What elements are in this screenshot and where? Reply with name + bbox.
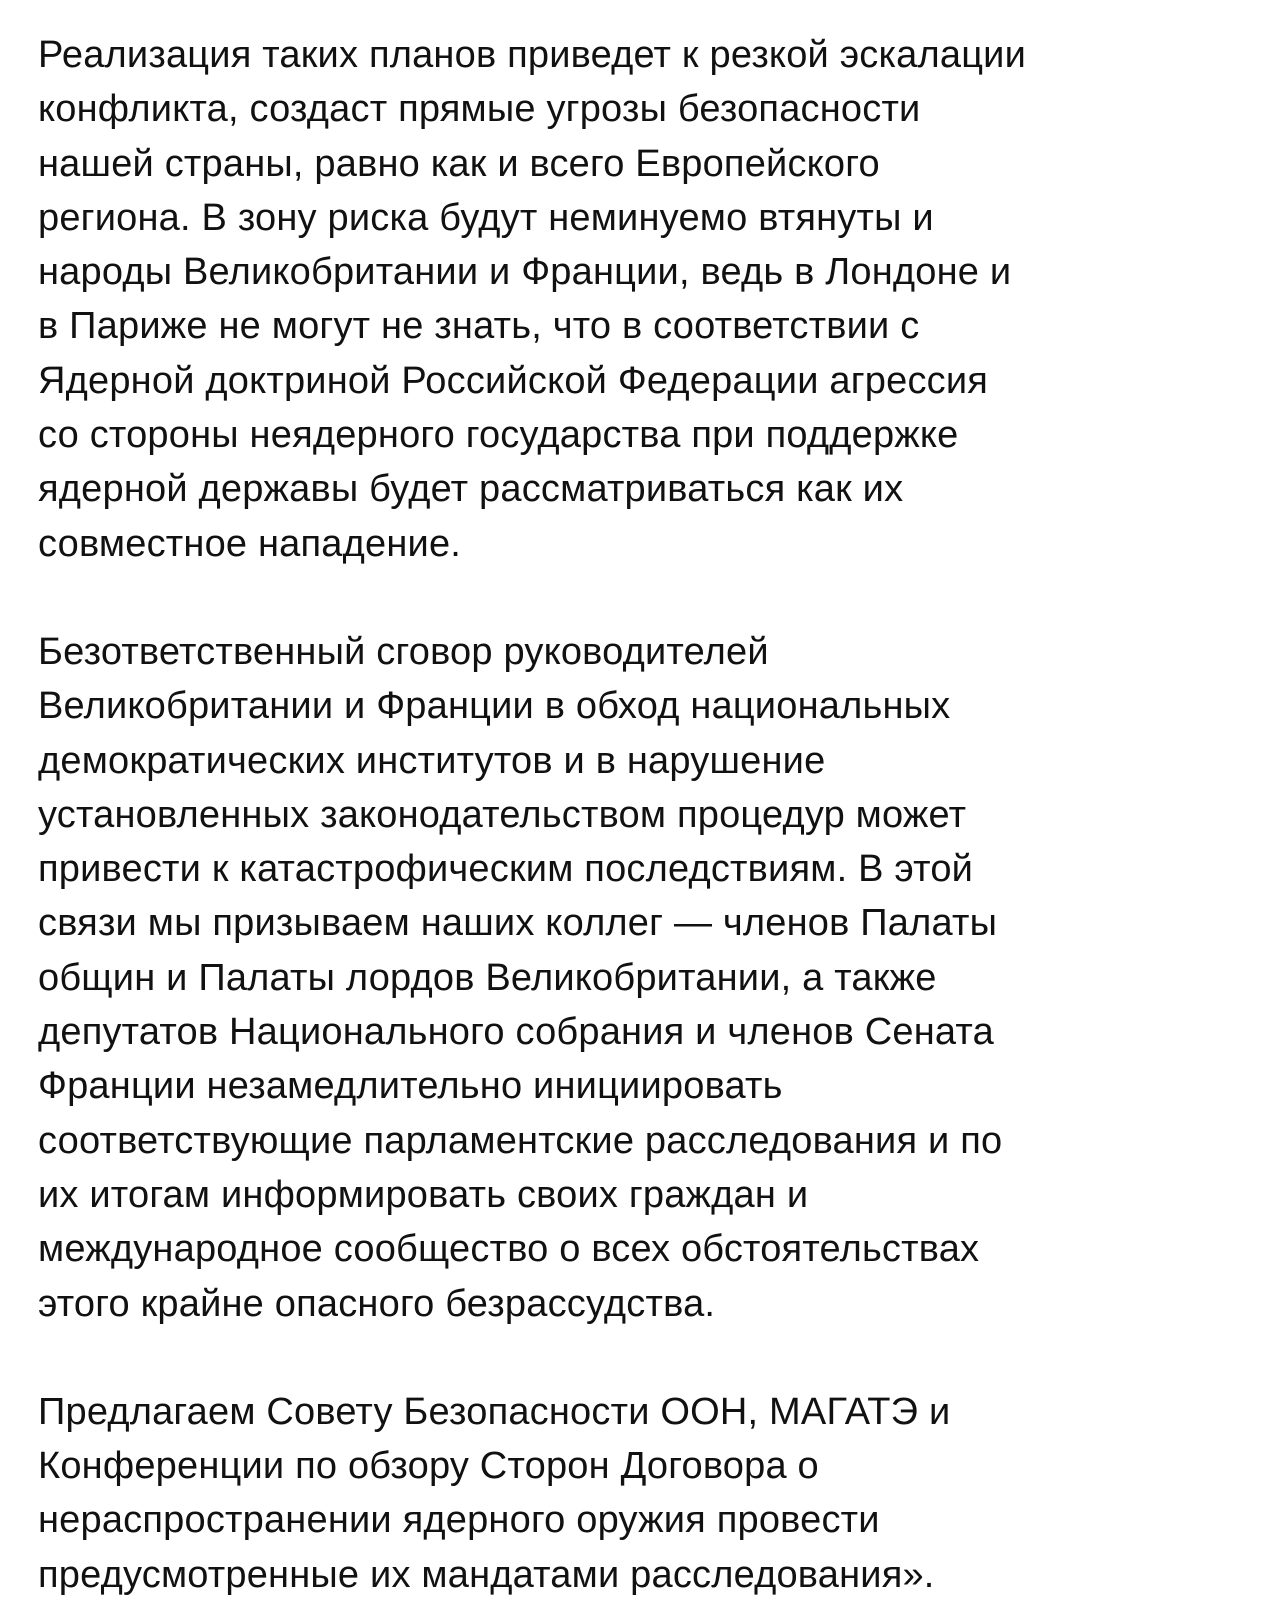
text-line: конфликта, создаст прямые угрозы безопасности	[38, 88, 921, 131]
text-line: народы Великобритании и Франции, ведь в Лондоне и	[38, 251, 1012, 294]
text-line: Ядерной доктриной Российской Федерации агрессия	[38, 359, 989, 402]
text-line: региона. В зону риска будут неминуемо втянуты и	[38, 196, 934, 239]
text-line: ядерной державы будет рассматриваться как их	[38, 468, 904, 511]
text-line: Реализация таких планов приведет к резкой эскалации	[38, 34, 1027, 76]
text-line: Предлагаем Совету Безопасности ООН, МАГАТЭ и	[38, 1390, 951, 1433]
text-line: совместное нападение.	[38, 522, 462, 565]
paragraph-3	[38, 1385, 1244, 1602]
text-line: связи мы призываем наших коллег — членов Палаты	[38, 902, 998, 945]
paragraph-spacer	[38, 571, 1244, 625]
text-line: Франции незамедлительно инициировать	[38, 1065, 783, 1108]
text-line: международное сообщество о всех обстоятельствах	[38, 1228, 980, 1271]
text-line: Безответственный сговор руководителей	[38, 630, 769, 673]
text-line: со стороны неядерного государства при поддержке	[38, 414, 959, 457]
paragraph-2	[38, 625, 1244, 1331]
text-line: общин и Палаты лордов Великобритании, а также	[38, 956, 937, 999]
text-line: соответствующие парламентские расследования и по	[38, 1119, 1003, 1162]
document-body	[38, 28, 1244, 1602]
text-line: демократических институтов и в нарушение	[38, 739, 826, 782]
text-line: предусмотренные их мандатами расследования».	[38, 1553, 935, 1596]
text-line: нашей страны, равно как и всего Европейского	[38, 142, 880, 185]
text-line: привести к катастрофическим последствиям. В этой	[38, 848, 974, 891]
text-line: этого крайне опасного безрассудства.	[38, 1282, 716, 1325]
text-line: нераспространении ядерного оружия провести	[38, 1499, 880, 1542]
text-line: депутатов Национального собрания и членов Сената	[38, 1011, 994, 1054]
text-line: установленных законодательством процедур может	[38, 793, 967, 836]
text-line: Великобритании и Франции в обход национальных	[38, 685, 951, 728]
text-line: их итогам информировать своих граждан и	[38, 1173, 809, 1216]
paragraph-spacer	[38, 1331, 1244, 1385]
paragraph-1	[38, 28, 1244, 571]
text-line: Конференции по обзору Сторон Договора о	[38, 1445, 819, 1488]
text-line: в Париже не могут не знать, что в соответствии с	[38, 305, 920, 348]
